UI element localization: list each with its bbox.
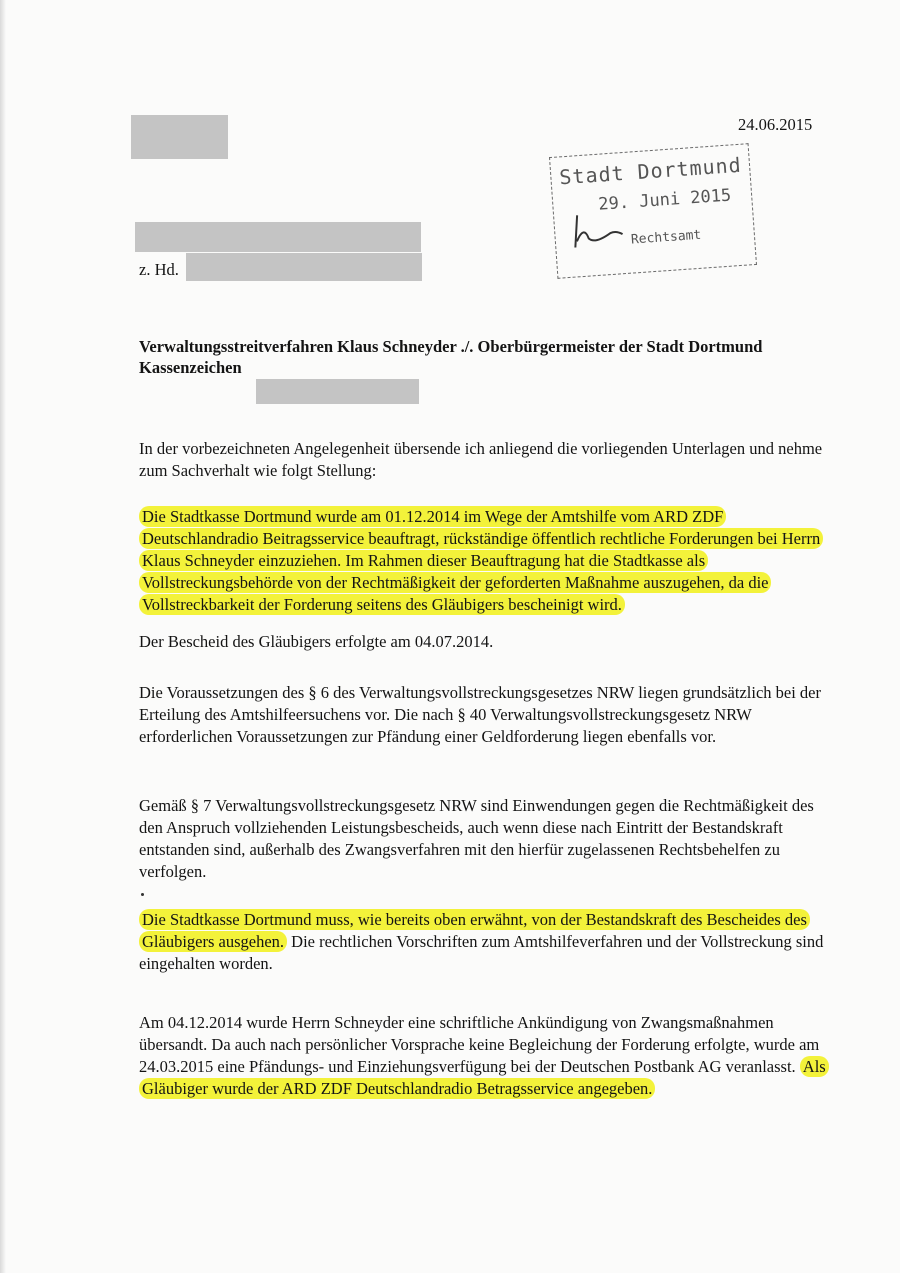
stamp-date: 29. Juni 2015	[597, 185, 732, 215]
stamp-signature	[569, 208, 632, 252]
enforcement-text: Am 04.12.2014 wurde Herrn Schneyder eine schriftliche Ankündigung von Zwangsmaßnahmen übersandt. Da auch nach persönlicher Vorsprache keine Begleichung der Forderung erfolgte, wurde am 24.03.2015 eine Pfändungs- und Einziehungsverfügung bei der Deutschen Postbank AG veranlasst.	[139, 1013, 820, 1076]
reference-label: Kassenzeichen	[139, 358, 242, 377]
highlighted-creditor: Als Gläubiger wurde der ARD ZDF Deutschlandradio Betragsservice angegeben.	[139, 1056, 829, 1099]
stray-mark	[141, 893, 144, 896]
scan-edge-shadow	[0, 0, 6, 1273]
redacted-recipient	[135, 222, 421, 252]
received-stamp	[549, 143, 757, 279]
paragraph-enforcement	[139, 1012, 839, 1100]
redacted-sender	[131, 115, 228, 159]
redacted-attention-name	[186, 253, 422, 281]
redacted-cash-reference	[256, 379, 419, 404]
highlighted-assignment: Die Stadtkasse Dortmund wurde am 01.12.2014 im Wege der Amtshilfe vom ARD ZDF Deutschlandradio Beitragsservice beauftragt, rückständige öffentlich rechtliche Forderungen bei Herrn Klaus Schneyder einzuziehen. Im Rahmen dieser Beauftragung hat die Stadtkasse als Vollstreckungsbehörde von der Rechtmäßigkeit der geforderten Maßnahme auszugehen, da die Vollstreckbarkeit der Forderung seitens des Gläubigers bescheinigt wird.	[139, 506, 823, 615]
legal-force-rest: Die rechtlichen Vorschriften zum Amtshilfeverfahren und der Vollstreckung sind eingehalten worden.	[139, 932, 824, 973]
paragraph-requirements: Die Voraussetzungen des § 6 des Verwaltungsvollstreckungsgesetzes NRW liegen grundsätzlich bei der Erteilung des Amtshilfeersuchens vor. Die nach § 40 Verwaltungsvollstreckungsgesetz NRW erforderlichen Voraussetzungen zur Pfändung einer Geldforderung liegen ebenfalls vor.	[139, 683, 822, 746]
paragraph-legal-force	[139, 909, 839, 975]
subject-line: Verwaltungsstreitverfahren Klaus Schneyder ./. Oberbürgermeister der Stadt Dortmund	[139, 337, 763, 356]
attention-line: z. Hd.	[139, 260, 179, 279]
paragraph-objections: Gemäß § 7 Verwaltungsvollstreckungsgesetz NRW sind Einwendungen gegen die Rechtmäßigkeit des den Anspruch vollziehenden Leistungsbescheids, auch wenn diese nach Eintritt der Bestandskraft entstanden sind, außerhalb des Zwangsverfahren mit den hierfür zugelassenen Rechtsbehelfen zu verfolgen.	[139, 796, 814, 881]
subject-block	[139, 336, 799, 378]
paragraph-intro: In der vorbezeichneten Angelegenheit übersende ich anliegend die vorliegenden Unterlagen und nehme zum Sachverhalt wie folgt Stellung:	[139, 439, 823, 480]
stamp-city: Stadt Dortmund	[558, 152, 743, 190]
highlighted-legal-force: Die Stadtkasse Dortmund muss, wie bereits oben erwähnt, von der Bestandskraft des Bescheides des Gläubigers ausgehen.	[139, 909, 810, 952]
stamp-office: Rechtsamt	[630, 227, 702, 248]
letter-date: 24.06.2015	[738, 115, 813, 134]
paragraph-assignment	[139, 506, 829, 616]
paragraph-decision-date: Der Bescheid des Gläubigers erfolgte am 04.07.2014.	[139, 632, 494, 651]
